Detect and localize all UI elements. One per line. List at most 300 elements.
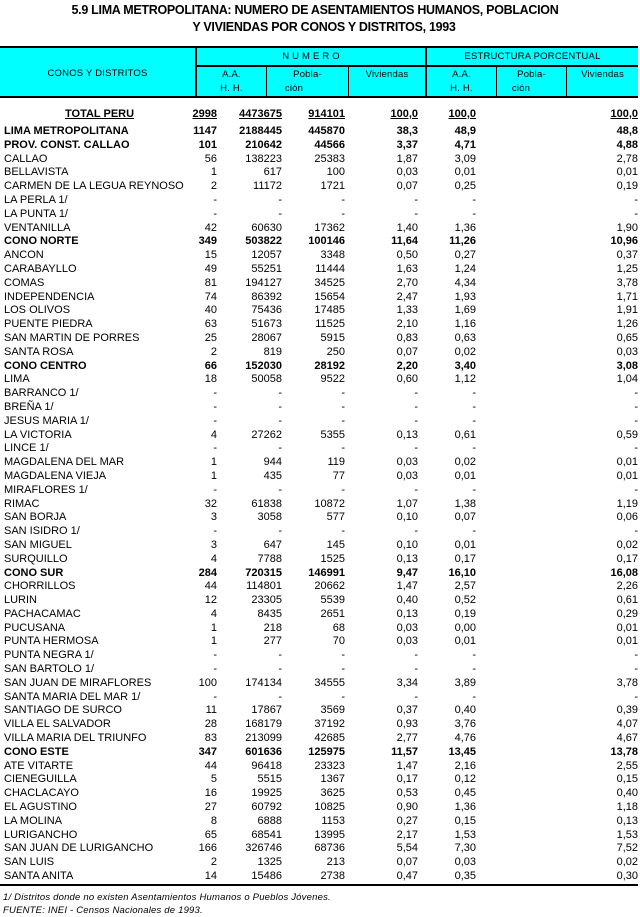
cell-pct-poblacion: 4,34 xyxy=(454,276,476,289)
cell-pct-aahh: 0,03 xyxy=(396,456,418,469)
row-name: SAN ISIDRO 1/ xyxy=(4,525,80,538)
cell-viviendas: 37192 xyxy=(314,718,345,731)
cell-aahh: - xyxy=(213,442,217,455)
cell-viviendas: - xyxy=(341,442,345,455)
cell-viviendas: - xyxy=(341,207,345,220)
cell-pct-poblacion: 0,12 xyxy=(454,773,476,786)
cell-aahh: 65 xyxy=(204,828,217,841)
cell-pct-aahh: 0,07 xyxy=(396,345,418,358)
cell-pct-poblacion: 0,02 xyxy=(454,456,476,469)
cell-aahh: 74 xyxy=(204,290,217,303)
total-name: TOTAL PERU xyxy=(65,108,135,120)
header-pct-viviendas: Viviendas xyxy=(581,69,624,80)
cell-poblacion: 174134 xyxy=(245,676,282,689)
cell-pct-viviendas: 0,30 xyxy=(616,870,638,883)
cell-aahh: 4 xyxy=(210,552,217,565)
cell-aahh: 101 xyxy=(198,138,217,151)
cell-pct-poblacion: 0,52 xyxy=(454,594,476,607)
cell-pct-aahh: 0,93 xyxy=(396,718,418,731)
cell-aahh: 1 xyxy=(210,456,217,469)
cell-aahh: 284 xyxy=(198,566,217,579)
cell-pct-viviendas: - xyxy=(634,525,638,538)
header-poblacion-line1: Pobla- xyxy=(293,69,322,80)
cell-pct-poblacion: 1,69 xyxy=(454,304,476,317)
cell-pct-viviendas: 16,08 xyxy=(610,566,638,579)
cell-pct-aahh: - xyxy=(414,207,418,220)
cell-aahh: 347 xyxy=(198,745,217,758)
row-name: EL AGUSTINO xyxy=(4,801,77,814)
cell-viviendas: 1721 xyxy=(320,180,345,193)
row-name: CARABAYLLO xyxy=(4,262,77,275)
cell-viviendas: 70 xyxy=(332,635,345,648)
cell-poblacion: 86392 xyxy=(251,290,282,303)
cell-pct-poblacion: 0,17 xyxy=(454,552,476,565)
cell-pct-poblacion: - xyxy=(472,690,476,703)
table-subtotal-row xyxy=(0,125,640,139)
row-name: COMAS xyxy=(4,276,45,289)
cell-poblacion: 944 xyxy=(263,456,282,469)
table-row xyxy=(0,277,640,291)
cell-pct-viviendas: 4,07 xyxy=(616,718,638,731)
cell-viviendas: 3625 xyxy=(320,787,345,800)
cell-pct-viviendas: 0,13 xyxy=(616,814,638,827)
cell-pct-viviendas: 0,59 xyxy=(616,428,638,441)
cell-pct-viviendas: 0,15 xyxy=(616,773,638,786)
row-name: LURIGANCHO xyxy=(4,828,78,841)
cell-aahh: 166 xyxy=(198,842,217,855)
cell-pct-poblacion: 1,24 xyxy=(454,262,476,275)
table-header xyxy=(0,46,638,98)
table-row xyxy=(0,318,640,332)
cell-pct-poblacion: 2,57 xyxy=(454,580,476,593)
cell-pct-aahh: 0,07 xyxy=(396,856,418,869)
cell-pct-viviendas: - xyxy=(634,400,638,413)
cell-pct-poblacion: 1,36 xyxy=(454,801,476,814)
table-row xyxy=(0,732,640,746)
header-group-estructura-porcentual: ESTRUCTURA PORCENTUAL xyxy=(464,51,601,62)
table-row xyxy=(0,677,640,691)
cell-pct-aahh: 2,70 xyxy=(396,276,418,289)
cell-pct-aahh: 0,03 xyxy=(396,469,418,482)
cell-pct-viviendas: 0,06 xyxy=(616,511,638,524)
total-row xyxy=(0,106,640,122)
cell-poblacion: 96418 xyxy=(251,759,282,772)
cell-poblacion: 55251 xyxy=(251,262,282,275)
row-name: VILLA MARIA DEL TRIUNFO xyxy=(4,732,147,745)
cell-pct-viviendas: 0,01 xyxy=(616,635,638,648)
cell-viviendas: - xyxy=(341,193,345,206)
cell-poblacion: 8435 xyxy=(257,607,282,620)
cell-viviendas: 145 xyxy=(326,538,345,551)
cell-poblacion: 7788 xyxy=(257,552,282,565)
cell-pct-poblacion: 1,38 xyxy=(454,497,476,510)
cell-aahh: 4 xyxy=(210,428,217,441)
row-name: ATE VITARTE xyxy=(4,759,74,772)
cell-aahh: 12 xyxy=(204,594,217,607)
cell-poblacion: - xyxy=(278,483,282,496)
cell-aahh: 1 xyxy=(210,469,217,482)
row-name: SAN JUAN DE MIRAFLORES xyxy=(4,676,152,689)
cell-viviendas: - xyxy=(341,483,345,496)
cell-poblacion: 27262 xyxy=(251,428,282,441)
table-subtotal-row xyxy=(0,235,640,249)
cell-pct-viviendas: 1,90 xyxy=(616,221,638,234)
cell-poblacion: 138223 xyxy=(245,152,282,165)
cell-pct-poblacion: 4,71 xyxy=(454,138,476,151)
cell-aahh: 63 xyxy=(204,318,217,331)
cell-pct-aahh: 0,53 xyxy=(396,787,418,800)
table-row xyxy=(0,442,640,456)
cell-aahh: - xyxy=(213,400,217,413)
row-name: SANTA MARIA DEL MAR 1/ xyxy=(4,690,141,703)
cell-viviendas: 5355 xyxy=(320,428,345,441)
cell-viviendas: 17362 xyxy=(314,221,345,234)
cell-aahh: - xyxy=(213,690,217,703)
footnote: 1/ Distritos donde no existen Asentamientos Humanos o Pueblos Jóvenes. xyxy=(3,892,331,903)
row-name: LA PERLA 1/ xyxy=(4,193,68,206)
cell-pct-viviendas: 4,88 xyxy=(616,138,638,151)
cell-pct-poblacion: 0,02 xyxy=(454,345,476,358)
table-row xyxy=(0,594,640,608)
cell-pct-viviendas: 2,26 xyxy=(616,580,638,593)
cell-aahh: 49 xyxy=(204,262,217,275)
cell-pct-viviendas: 3,78 xyxy=(616,676,638,689)
row-name: PUCUSANA xyxy=(4,621,66,634)
header-viviendas: Viviendas xyxy=(365,69,409,80)
cell-viviendas: - xyxy=(341,400,345,413)
cell-pct-aahh: 0,10 xyxy=(396,538,418,551)
table-subtotal-row xyxy=(0,360,640,374)
cell-viviendas: 119 xyxy=(327,456,345,469)
cell-aahh: 81 xyxy=(204,276,217,289)
cell-pct-viviendas: 0,02 xyxy=(616,538,638,551)
cell-pct-viviendas: 0,61 xyxy=(616,594,638,607)
table-row xyxy=(0,498,640,512)
cell-poblacion: 819 xyxy=(263,345,282,358)
cell-pct-aahh: 0,13 xyxy=(396,552,418,565)
cell-poblacion: 617 xyxy=(263,166,282,179)
row-name: SAN BARTOLO 1/ xyxy=(4,663,95,676)
cell-pct-viviendas: 0,01 xyxy=(616,166,638,179)
cell-poblacion: 277 xyxy=(263,635,282,648)
cell-viviendas: - xyxy=(341,663,345,676)
cell-pct-poblacion: 0,40 xyxy=(454,704,476,717)
cell-pct-poblacion: 3,40 xyxy=(454,359,476,372)
cell-viviendas: - xyxy=(341,690,345,703)
cell-pct-viviendas: 1,04 xyxy=(616,373,638,386)
cell-viviendas: 2738 xyxy=(320,870,345,883)
cell-pct-aahh: - xyxy=(414,483,418,496)
cell-viviendas: 34555 xyxy=(314,676,345,689)
header-pct-poblacion-line1: Pobla- xyxy=(517,69,546,80)
row-name: LA VICTORIA xyxy=(4,428,72,441)
cell-viviendas: - xyxy=(341,414,345,427)
row-name: SAN JUAN DE LURIGANCHO xyxy=(4,842,154,855)
row-name: MIRAFLORES 1/ xyxy=(4,483,88,496)
cell-poblacion: - xyxy=(278,400,282,413)
cell-pct-aahh: 2,20 xyxy=(396,359,418,372)
row-name: PACHACAMAC xyxy=(4,607,81,620)
row-name: CARMEN DE LA LEGUA REYNOSO xyxy=(4,180,184,193)
cell-aahh: 27 xyxy=(204,801,217,814)
cell-poblacion: 168179 xyxy=(245,718,282,731)
row-name: CHACLACAYO xyxy=(4,787,79,800)
cell-pct-viviendas: - xyxy=(634,663,638,676)
cell-pct-aahh: 0,50 xyxy=(396,249,418,262)
table-row xyxy=(0,801,640,815)
cell-poblacion: 19925 xyxy=(251,787,282,800)
cell-viviendas: 11444 xyxy=(315,262,345,275)
cell-pct-viviendas: 0,37 xyxy=(616,249,638,262)
table-row xyxy=(0,484,640,498)
table-row xyxy=(0,208,640,222)
header-pct-aa-line1: A.A. xyxy=(452,69,471,80)
table-body xyxy=(0,125,640,884)
cell-pct-aahh: - xyxy=(414,525,418,538)
cell-viviendas: 213 xyxy=(326,856,345,869)
cell-pct-aahh: 0,03 xyxy=(396,621,418,634)
cell-pct-poblacion: 0,01 xyxy=(454,166,476,179)
cell-poblacion: 210642 xyxy=(245,138,282,151)
cell-pct-aahh: 0,03 xyxy=(396,635,418,648)
header-conos-y-distritos: CONOS Y DISTRITOS xyxy=(47,68,148,79)
table-row xyxy=(0,401,640,415)
cell-viviendas: 100 xyxy=(326,166,345,179)
cell-pct-aahh: 1,47 xyxy=(396,759,418,772)
cell-aahh: - xyxy=(213,649,217,662)
cell-poblacion: - xyxy=(278,414,282,427)
cell-viviendas: 445870 xyxy=(308,125,345,137)
table-title-line-1: 5.9 LIMA METROPOLITANA: NUMERO DE ASENTAMIENTOS HUMANOS, POBLACION xyxy=(71,3,559,17)
cell-poblacion: 2188445 xyxy=(239,125,282,137)
cell-viviendas: 146991 xyxy=(308,566,345,579)
table-row xyxy=(0,649,640,663)
row-name: LIMA xyxy=(4,373,30,386)
row-name: CONO ESTE xyxy=(4,745,69,758)
cell-pct-aahh: 0,40 xyxy=(396,594,418,607)
cell-viviendas: 68736 xyxy=(314,842,345,855)
table-row xyxy=(0,180,640,194)
cell-pct-viviendas: 2,78 xyxy=(616,152,638,165)
source-note: FUENTE: INEI - Censos Nacionales de 1993. xyxy=(3,905,203,916)
cell-pct-viviendas: 1,26 xyxy=(616,318,638,331)
table-row xyxy=(0,332,640,346)
row-name: SAN LUIS xyxy=(4,856,55,869)
cell-pct-aahh: 0,90 xyxy=(396,801,418,814)
cell-aahh: 66 xyxy=(204,359,217,372)
total-pct-viviendas: 100,0 xyxy=(610,108,638,120)
table-row xyxy=(0,153,640,167)
cell-pct-aahh: 0,13 xyxy=(396,428,418,441)
cell-pct-poblacion: - xyxy=(472,483,476,496)
cell-aahh: 1 xyxy=(210,166,217,179)
cell-aahh: 4 xyxy=(210,607,217,620)
cell-pct-viviendas: 1,19 xyxy=(616,497,638,510)
cell-pct-viviendas: 10,96 xyxy=(610,235,638,248)
cell-aahh: 3 xyxy=(210,511,217,524)
cell-pct-viviendas: - xyxy=(634,414,638,427)
cell-aahh: - xyxy=(213,525,217,538)
cell-aahh: 349 xyxy=(198,235,217,248)
cell-viviendas: 11525 xyxy=(315,318,345,331)
cell-pct-aahh: - xyxy=(414,649,418,662)
cell-poblacion: 11172 xyxy=(253,180,282,193)
cell-pct-poblacion: 0,27 xyxy=(454,249,476,262)
cell-pct-viviendas: 1,18 xyxy=(616,801,638,814)
cell-pct-poblacion: 2,16 xyxy=(454,759,476,772)
row-name: LINCE 1/ xyxy=(4,442,49,455)
cell-pct-poblacion: - xyxy=(472,663,476,676)
cell-poblacion: 6888 xyxy=(257,814,282,827)
cell-aahh: 8 xyxy=(210,814,217,827)
cell-pct-viviendas: 0,29 xyxy=(616,607,638,620)
row-name: ANCON xyxy=(4,249,44,262)
cell-poblacion: 435 xyxy=(263,469,282,482)
row-name: BARRANCO 1/ xyxy=(4,387,79,400)
row-name: CIENEGUILLA xyxy=(4,773,77,786)
cell-pct-aahh: 0,03 xyxy=(396,166,418,179)
table-row xyxy=(0,539,640,553)
cell-pct-aahh: - xyxy=(414,690,418,703)
cell-pct-aahh: 2,47 xyxy=(396,290,418,303)
cell-pct-viviendas: 0,01 xyxy=(616,456,638,469)
cell-pct-viviendas: - xyxy=(634,207,638,220)
row-name: INDEPENDENCIA xyxy=(4,290,95,303)
table-row xyxy=(0,249,640,263)
cell-aahh: 2 xyxy=(210,345,217,358)
cell-aahh: - xyxy=(213,483,217,496)
total-pct-aahh: 100,0 xyxy=(390,108,418,120)
cell-pct-viviendas: - xyxy=(634,387,638,400)
cell-poblacion: 12057 xyxy=(251,249,282,262)
cell-aahh: 56 xyxy=(204,152,217,165)
table-row xyxy=(0,511,640,525)
table-row xyxy=(0,456,640,470)
cell-pct-poblacion: - xyxy=(472,387,476,400)
row-name: CHORRILLOS xyxy=(4,580,76,593)
cell-viviendas: 17485 xyxy=(314,304,345,317)
row-name: VENTANILLA xyxy=(4,221,71,234)
header-poblacion-line2: ción xyxy=(284,83,304,94)
table-row xyxy=(0,429,640,443)
cell-viviendas: 3569 xyxy=(320,704,345,717)
cell-pct-poblacion: 0,03 xyxy=(454,856,476,869)
row-name: SANTIAGO DE SURCO xyxy=(4,704,122,717)
cell-aahh: 83 xyxy=(204,732,217,745)
total-aahh: 2998 xyxy=(192,108,217,120)
cell-pct-viviendas: 3,78 xyxy=(616,276,638,289)
table-row xyxy=(0,704,640,718)
cell-pct-viviendas: - xyxy=(634,442,638,455)
cell-viviendas: 5539 xyxy=(320,594,345,607)
cell-aahh: 1 xyxy=(210,635,217,648)
cell-aahh: 100 xyxy=(198,676,217,689)
row-name: BELLAVISTA xyxy=(4,166,69,179)
cell-aahh: 15 xyxy=(204,249,217,262)
cell-pct-poblacion: 0,15 xyxy=(454,814,476,827)
header-pct-poblacion-line2: ción xyxy=(511,83,531,94)
cell-poblacion: 23305 xyxy=(251,594,282,607)
cell-pct-poblacion: - xyxy=(472,193,476,206)
cell-poblacion: 15486 xyxy=(251,870,282,883)
cell-poblacion: 503822 xyxy=(245,235,282,248)
cell-aahh: - xyxy=(213,663,217,676)
table-row xyxy=(0,635,640,649)
cell-aahh: 42 xyxy=(204,221,217,234)
cell-viviendas: 125975 xyxy=(308,745,345,758)
row-name: LA PUNTA 1/ xyxy=(4,207,68,220)
row-name: JESUS MARIA 1/ xyxy=(4,414,89,427)
cell-pct-aahh: 9,47 xyxy=(396,566,418,579)
row-name: RIMAC xyxy=(4,497,40,510)
table-row xyxy=(0,263,640,277)
row-name: CONO NORTE xyxy=(4,235,79,248)
table-row xyxy=(0,166,640,180)
cell-pct-aahh: 3,37 xyxy=(396,138,418,151)
cell-pct-poblacion: 16,10 xyxy=(448,566,476,579)
cell-pct-viviendas: 1,25 xyxy=(616,262,638,275)
cell-pct-viviendas: 0,03 xyxy=(616,345,638,358)
cell-pct-poblacion: - xyxy=(472,525,476,538)
cell-pct-viviendas: 3,08 xyxy=(616,359,638,372)
cell-poblacion: - xyxy=(278,387,282,400)
cell-pct-aahh: 5,54 xyxy=(396,842,418,855)
cell-pct-poblacion: 0,01 xyxy=(454,469,476,482)
cell-poblacion: 152030 xyxy=(245,359,282,372)
table-row xyxy=(0,691,640,705)
cell-pct-poblacion: 1,53 xyxy=(454,828,476,841)
cell-viviendas: 10825 xyxy=(314,801,345,814)
cell-poblacion: - xyxy=(278,207,282,220)
table-row xyxy=(0,373,640,387)
cell-pct-viviendas: 2,55 xyxy=(616,759,638,772)
row-name: PROV. CONST. CALLAO xyxy=(4,138,130,151)
cell-viviendas: 250 xyxy=(326,345,345,358)
cell-pct-aahh: 38,3 xyxy=(396,125,418,137)
cell-pct-poblacion: 7,30 xyxy=(454,842,476,855)
row-name: LA MOLINA xyxy=(4,814,63,827)
cell-pct-viviendas: - xyxy=(634,649,638,662)
cell-pct-aahh: 0,07 xyxy=(396,180,418,193)
cell-pct-aahh: 11,64 xyxy=(391,235,418,248)
table-row xyxy=(0,773,640,787)
cell-viviendas: 28192 xyxy=(314,359,345,372)
cell-pct-aahh: 2,17 xyxy=(396,828,418,841)
table-row xyxy=(0,842,640,856)
cell-poblacion: 194127 xyxy=(245,276,282,289)
cell-pct-poblacion: 13,45 xyxy=(448,745,476,758)
table-row xyxy=(0,415,640,429)
table-row xyxy=(0,304,640,318)
table-title-line-2: Y VIVIENDAS POR CONOS Y DISTRITOS, 1993 xyxy=(192,20,456,34)
cell-viviendas: 68 xyxy=(332,621,345,634)
cell-pct-viviendas: 48,8 xyxy=(616,125,638,137)
cell-pct-poblacion: - xyxy=(472,414,476,427)
cell-poblacion: 28067 xyxy=(251,331,282,344)
cell-poblacion: - xyxy=(278,442,282,455)
table-row xyxy=(0,346,640,360)
table-row xyxy=(0,870,640,884)
cell-poblacion: 601636 xyxy=(245,745,282,758)
cell-viviendas: 20662 xyxy=(314,580,345,593)
cell-aahh: 2 xyxy=(210,180,217,193)
cell-poblacion: - xyxy=(278,649,282,662)
row-name: MAGDALENA VIEJA xyxy=(4,469,107,482)
row-name: SANTA ANITA xyxy=(4,870,74,883)
cell-pct-poblacion: 1,16 xyxy=(454,318,476,331)
row-name: LIMA METROPOLITANA xyxy=(4,125,129,137)
cell-pct-viviendas: - xyxy=(634,483,638,496)
